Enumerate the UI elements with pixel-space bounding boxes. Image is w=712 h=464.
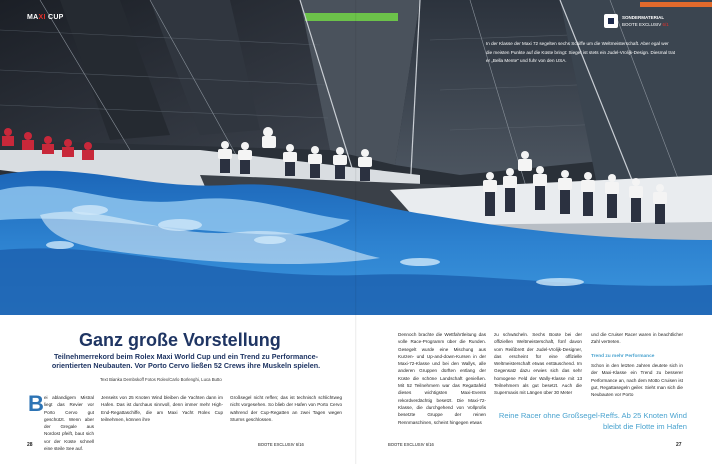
- badge-line-1: SONDERMATERIAL: [622, 15, 665, 20]
- section-tag-accent: XI: [38, 14, 46, 21]
- page-number-right: 27: [676, 442, 682, 448]
- article-column-6a: und die Cruiser Racer waren in beachtlicher Zahl vertreten.: [591, 332, 683, 345]
- badge-line-2: [622, 22, 669, 27]
- article-column-1: ei ablandigem Mistral liegt das Revier vor Porto Cervo gut geschützt. Wenn aber der Gregale aus Nordost pfeift, baut sich vor der Küste schnell eine steile See auf.: [44, 395, 94, 452]
- spread-gutter-shadow: [355, 0, 357, 464]
- article-subhead: Trend zu mehr Performance: [591, 354, 655, 359]
- section-tag-prefix: MA: [27, 14, 39, 21]
- article-credits: Text Bianka Dembskoff Fotos Rolex/Carlo Borlenghi, Luca Butto: [100, 377, 222, 382]
- badge-line-2-suffix: 6/1: [662, 22, 669, 27]
- photo-caption: In der Klasse der Maxi 72 segelten sechs Schiffe um die Weltmeisterschaft. Aber egal wer die meisten Punkte auf die Küste bringt: Sieger ist stets ein Judel-Vrolijk-Design. Diesmal trat er „Bella Mente" und fuhr von den USA.: [486, 41, 676, 64]
- article-standfirst: Teilnehmerrekord beim Rolex Maxi World Cup und ein Trend zu Performance-orientierten Neubauten. Vor Porto Cervo ließen 52 Crews ihre Muskeln spielen.: [51, 352, 321, 371]
- article-column-6b: Schon in den letzten Jahren deutete sich in der Maxi-Klasse ein Trend zu besserer Performance an, nach dem Motto Cruisen ist gut, Regattasegeln geiler. Sieht man sich die Neubauten vor Porto: [591, 363, 683, 398]
- article-column-3: Großsegel nicht reffen; das ist technisch schlichtweg nicht vorgesehen. So blieb der Hafen von Porto Cervo während der Cup-Regatten an zwei Tagen wegen Sturms geschlossen.: [230, 395, 342, 422]
- article-headline: Ganz große Vorstellung: [79, 330, 281, 350]
- section-tag: [27, 14, 64, 21]
- page-number-left: 28: [27, 442, 33, 448]
- article-column-2: Jenseits von 25 Knoten Wind bleiben die Yachten dann im Hafen. Das ist durchaus sinnvoll, denn immer mehr High-End-Regattaschiffe, die am Maxi Yacht Rolex Cup teilnehmen, können ihre: [101, 395, 223, 422]
- pull-quote: Reine Racer ohne Großsegel-Reffs. Ab 25 Knoten Wind bleibt die Flotte im Hafen: [498, 411, 687, 431]
- badge-line-2-text: BOOTE EXCLUSIV: [622, 22, 662, 27]
- drop-cap: B: [28, 391, 44, 416]
- section-tag-rest: CUP: [45, 14, 64, 21]
- magazine-folio-left: BOOTE EXCLUSIV 6/16: [258, 442, 304, 447]
- magazine-folio-right: BOOTE EXCLUSIV 6/16: [388, 442, 434, 447]
- badge-square-icon: [604, 14, 618, 28]
- article-column-5: zu schwächeln. Sechs Boote bei der offiziellen Weltmeisterschaft, fünf davon vom Reißbrett der Judel-Vrolijk-Designer, das erscheint für eine offizielle Weltmeisterschaft etwas enttäuschend. Im Gegensatz dazu erwies sich das sehr homogene Feld der Wally-Klasse mit 13 Teilnehmern als gut besetzt. Auch die Supermaxis mit Längen über 30 Meter: [494, 332, 582, 396]
- article-column-4: Dennoch brachte die Wettfahrtleitung das volle Race-Programm über die Runden. Gesegelt wurde eine Mischung aus Kurzen- und Up-and-down-Kursen in der Maxi-72-Klasse und bei den Wallys, alle anderen Gruppen dürften entlang der Küste die schöne Landschaft genießen. Mit 52 Teilnehmern war das Regattafeld dieses wichtigsten Maxi-Events rekordverdächtig besetzt. Die Maxi-72-Klasse, die durchgehend von Vollprofis besetzte Gruppe der reinen Rennmaschinen, scheint hingegen etwas: [398, 332, 486, 425]
